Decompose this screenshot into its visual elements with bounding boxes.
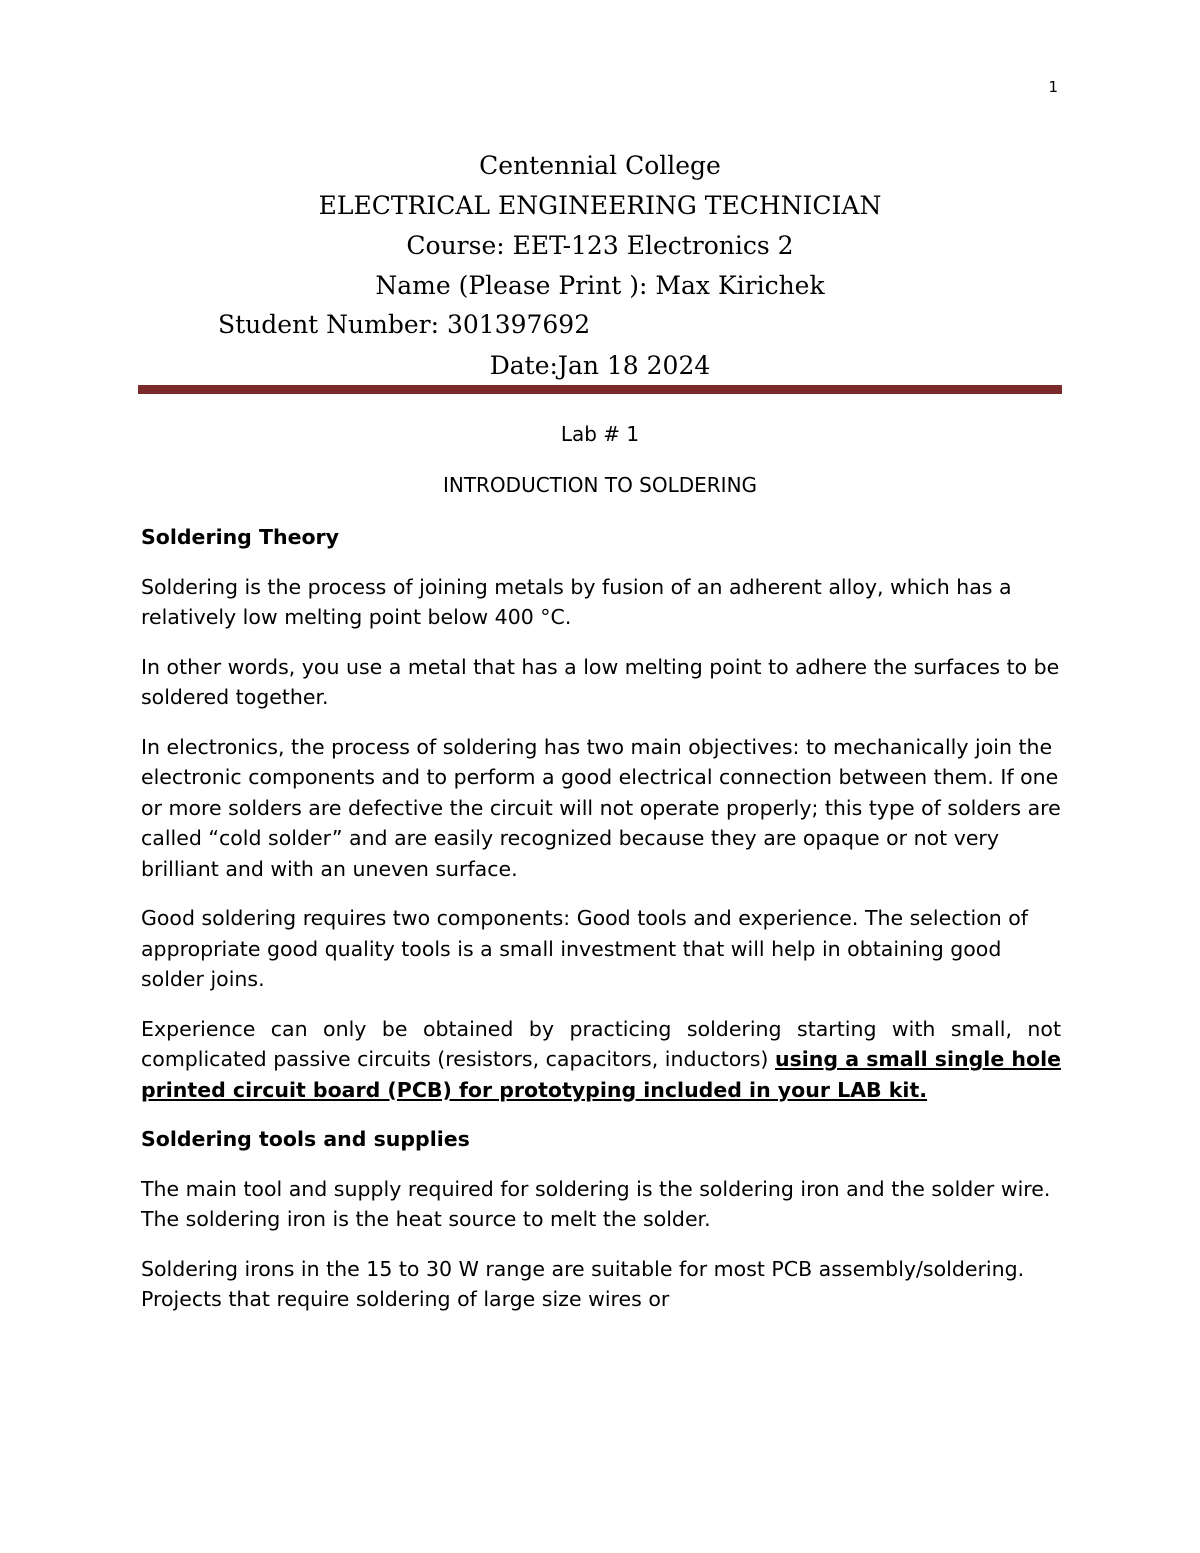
paragraph: Soldering irons in the 15 to 30 W range are suitable for most PCB assembly/soldering. Projects that require soldering of large size wires or <box>141 1256 1025 1311</box>
student-number-line: Student Number: 301397692 <box>218 310 591 339</box>
page-number: 1 <box>1048 78 1058 96</box>
section-heading-tools: Soldering tools and supplies <box>141 1127 470 1151</box>
header-divider <box>138 385 1062 394</box>
program-name: ELECTRICAL ENGINEERING TECHNICIAN <box>318 191 882 220</box>
section-heading-theory: Soldering Theory <box>141 525 340 549</box>
paragraph: In other words, you use a metal that has a low melting point to adhere the surfaces to be soldered together. <box>141 654 1060 709</box>
college-name: Centennial College <box>479 151 721 180</box>
emphasized-text: using a small single hole printed circuit board (PCB) for prototyping included in your LAB kit. <box>141 1047 1061 1102</box>
paragraph: Soldering is the process of joining metals by fusion of an adherent alloy, which has a relatively low melting point below 400 °C. <box>141 574 1012 629</box>
paragraph: In electronics, the process of soldering has two main objectives: to mechanically join the electronic components and to perform a good electrical connection between them. If one or more solders are defective the circuit will not operate properly; this type of solders are called “cold solder” and are easily recognized because they are opaque or not very brilliant and with an uneven surface. <box>141 734 1061 881</box>
document-body <box>141 522 1061 1334</box>
date-line: Date:Jan 18 2024 <box>489 351 711 380</box>
paragraph: The main tool and supply required for soldering is the soldering iron and the solder wire. The soldering iron is the heat source to melt the solder. <box>141 1176 1051 1231</box>
paragraph: Good soldering requires two components: Good tools and experience. The selection of appropriate good quality tools is a small investment that will help in obtaining good solder joins. <box>141 906 1029 991</box>
paragraph <box>141 1014 1061 1106</box>
paragraph-text: Experience can only be obtained by practicing soldering starting with small, not complicated passive circuits (resistors, capacitors, inductors) <box>141 1016 1061 1071</box>
student-name-line: Name (Please Print ): Max Kirichek <box>375 271 825 300</box>
lab-title: INTRODUCTION TO SOLDERING <box>442 473 758 497</box>
course-line: Course: EET-123 Electronics 2 <box>406 231 794 260</box>
lab-number: Lab # 1 <box>560 422 640 446</box>
